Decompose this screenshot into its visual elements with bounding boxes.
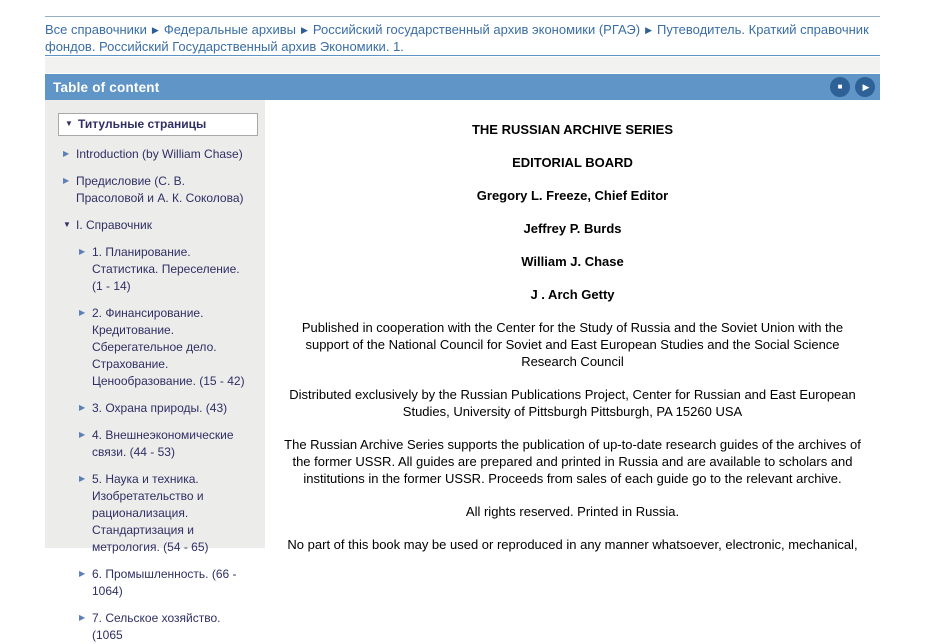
tree-item-section-3[interactable] bbox=[45, 400, 253, 417]
panel-header bbox=[45, 74, 880, 100]
breadcrumb-link-all-directories[interactable]: Все справочники bbox=[45, 22, 147, 37]
breadcrumb-link-rgae[interactable]: Российский государственный архив экономики (РГАЭ) bbox=[312, 22, 641, 37]
chevron-right-icon[interactable]: ▶ bbox=[79, 247, 86, 256]
tree-item-label: 4. Внешнеэкономические связи. (44 - 53) bbox=[92, 428, 234, 459]
document-content bbox=[265, 100, 880, 552]
tree-item-predislovie[interactable] bbox=[45, 173, 253, 207]
chevron-right-icon[interactable]: ▶ bbox=[63, 176, 70, 185]
chevron-right-icon[interactable]: ▶ bbox=[79, 613, 86, 622]
tree-item-label: 2. Финансирование. Кредитование. Сберегательное дело. Страхование. Ценообразование. (15 - 42) bbox=[92, 306, 245, 388]
tree-item-label: 7. Сельское хозяйство. (1065 bbox=[92, 611, 221, 642]
content-paragraph: Published in cooperation with the Center for the Study of Russia and the Soviet Union with the support of the National Council for Soviet and East European Studies and the Social Science Research Council bbox=[301, 320, 844, 369]
tree-item-label: 6. Промышленность. (66 - 1064) bbox=[92, 567, 237, 598]
tree-item-label: I. Справочник bbox=[76, 218, 152, 232]
tree-item-section-2[interactable] bbox=[45, 305, 253, 390]
tree-item-title-pages[interactable] bbox=[58, 113, 258, 136]
breadcrumb-link-guide[interactable]: Путеводитель. Краткий справочник фондов. Российский Государственный архив Экономики. 1. bbox=[45, 22, 869, 54]
content-paragraph: No part of this book may be used or reproduced in any manner whatsoever, electronic, mechanical, bbox=[287, 537, 858, 552]
chevron-right-icon[interactable]: ▶ bbox=[79, 430, 86, 439]
content-heading: J . Arch Getty bbox=[530, 287, 615, 302]
content-heading: Gregory L. Freeze, Chief Editor bbox=[476, 188, 669, 203]
collapse-all-button[interactable] bbox=[830, 77, 850, 97]
tree-item-label: Introduction (by William Chase) bbox=[76, 147, 243, 161]
arrow-right-icon: ▶ bbox=[862, 81, 870, 92]
page bbox=[45, 0, 880, 642]
toc-sidebar bbox=[45, 100, 265, 642]
breadcrumb bbox=[45, 22, 880, 54]
content-paragraph: The Russian Archive Series supports the publication of up-to-date research guides of the archives of the former USSR. All guides are prepared and printed in Russia and are available to scholars and institutions in the former USSR. Proceeds from sales of each guide go to the relevant archive. bbox=[284, 437, 861, 486]
tree-item-section-4[interactable] bbox=[45, 427, 253, 461]
chevron-right-icon[interactable]: ▶ bbox=[79, 308, 86, 317]
breadcrumb-divider bbox=[45, 55, 880, 56]
tree-item-label: 3. Охрана природы. (43) bbox=[92, 401, 228, 415]
breadcrumb-link-federal-archives[interactable]: Федеральные архивы bbox=[163, 22, 296, 37]
tree-item-section-5[interactable] bbox=[45, 471, 253, 556]
stop-icon: ■ bbox=[837, 82, 843, 91]
breadcrumb-separator-icon: ▶ bbox=[151, 25, 159, 35]
breadcrumb-separator-icon: ▶ bbox=[300, 25, 308, 35]
tree-item-label: Титульные страницы bbox=[78, 117, 207, 131]
content-paragraph: Distributed exclusively by the Russian Publications Project, Center for Russian and East European Studies, University of Pittsburgh Pittsburgh, PA 15260 USA bbox=[289, 387, 856, 419]
expand-panel-button[interactable] bbox=[855, 77, 875, 97]
breadcrumb-separator-icon: ▶ bbox=[645, 25, 652, 35]
tree-item-introduction[interactable] bbox=[45, 146, 253, 163]
chevron-right-icon[interactable]: ▶ bbox=[79, 474, 86, 483]
tree-item-label: 1. Планирование. Статистика. Переселение. (1 - 14) bbox=[92, 245, 240, 293]
chevron-right-icon[interactable]: ▶ bbox=[63, 149, 70, 158]
content-heading: THE RUSSIAN ARCHIVE SERIES bbox=[471, 122, 674, 137]
header-spacer bbox=[45, 57, 880, 73]
top-divider bbox=[45, 16, 880, 17]
chevron-down-icon[interactable]: ▼ bbox=[63, 220, 71, 229]
content-heading: EDITORIAL BOARD bbox=[512, 155, 633, 170]
content-heading: Jeffrey P. Burds bbox=[523, 221, 622, 236]
chevron-right-icon[interactable]: ▶ bbox=[79, 569, 86, 578]
tree-item-label: Предисловие (С. В. Прасоловой и А. К. Соколова) bbox=[76, 174, 244, 205]
content-heading: William J. Chase bbox=[521, 254, 624, 269]
chevron-down-icon[interactable]: ▼ bbox=[65, 119, 73, 128]
panel-title: Table of content bbox=[53, 79, 160, 95]
chevron-right-icon[interactable]: ▶ bbox=[79, 403, 86, 412]
tree-item-spravochnik[interactable] bbox=[45, 217, 253, 234]
tree-item-section-6[interactable] bbox=[45, 566, 253, 600]
tree-item-section-1[interactable] bbox=[45, 244, 253, 295]
tree-item-label: 5. Наука и техника. Изобретательство и рационализация. Стандартизация и метрология. (54 - 65) bbox=[92, 472, 209, 554]
content-paragraph: All rights reserved. Printed in Russia. bbox=[465, 504, 680, 519]
tree-item-section-7[interactable] bbox=[45, 610, 253, 644]
